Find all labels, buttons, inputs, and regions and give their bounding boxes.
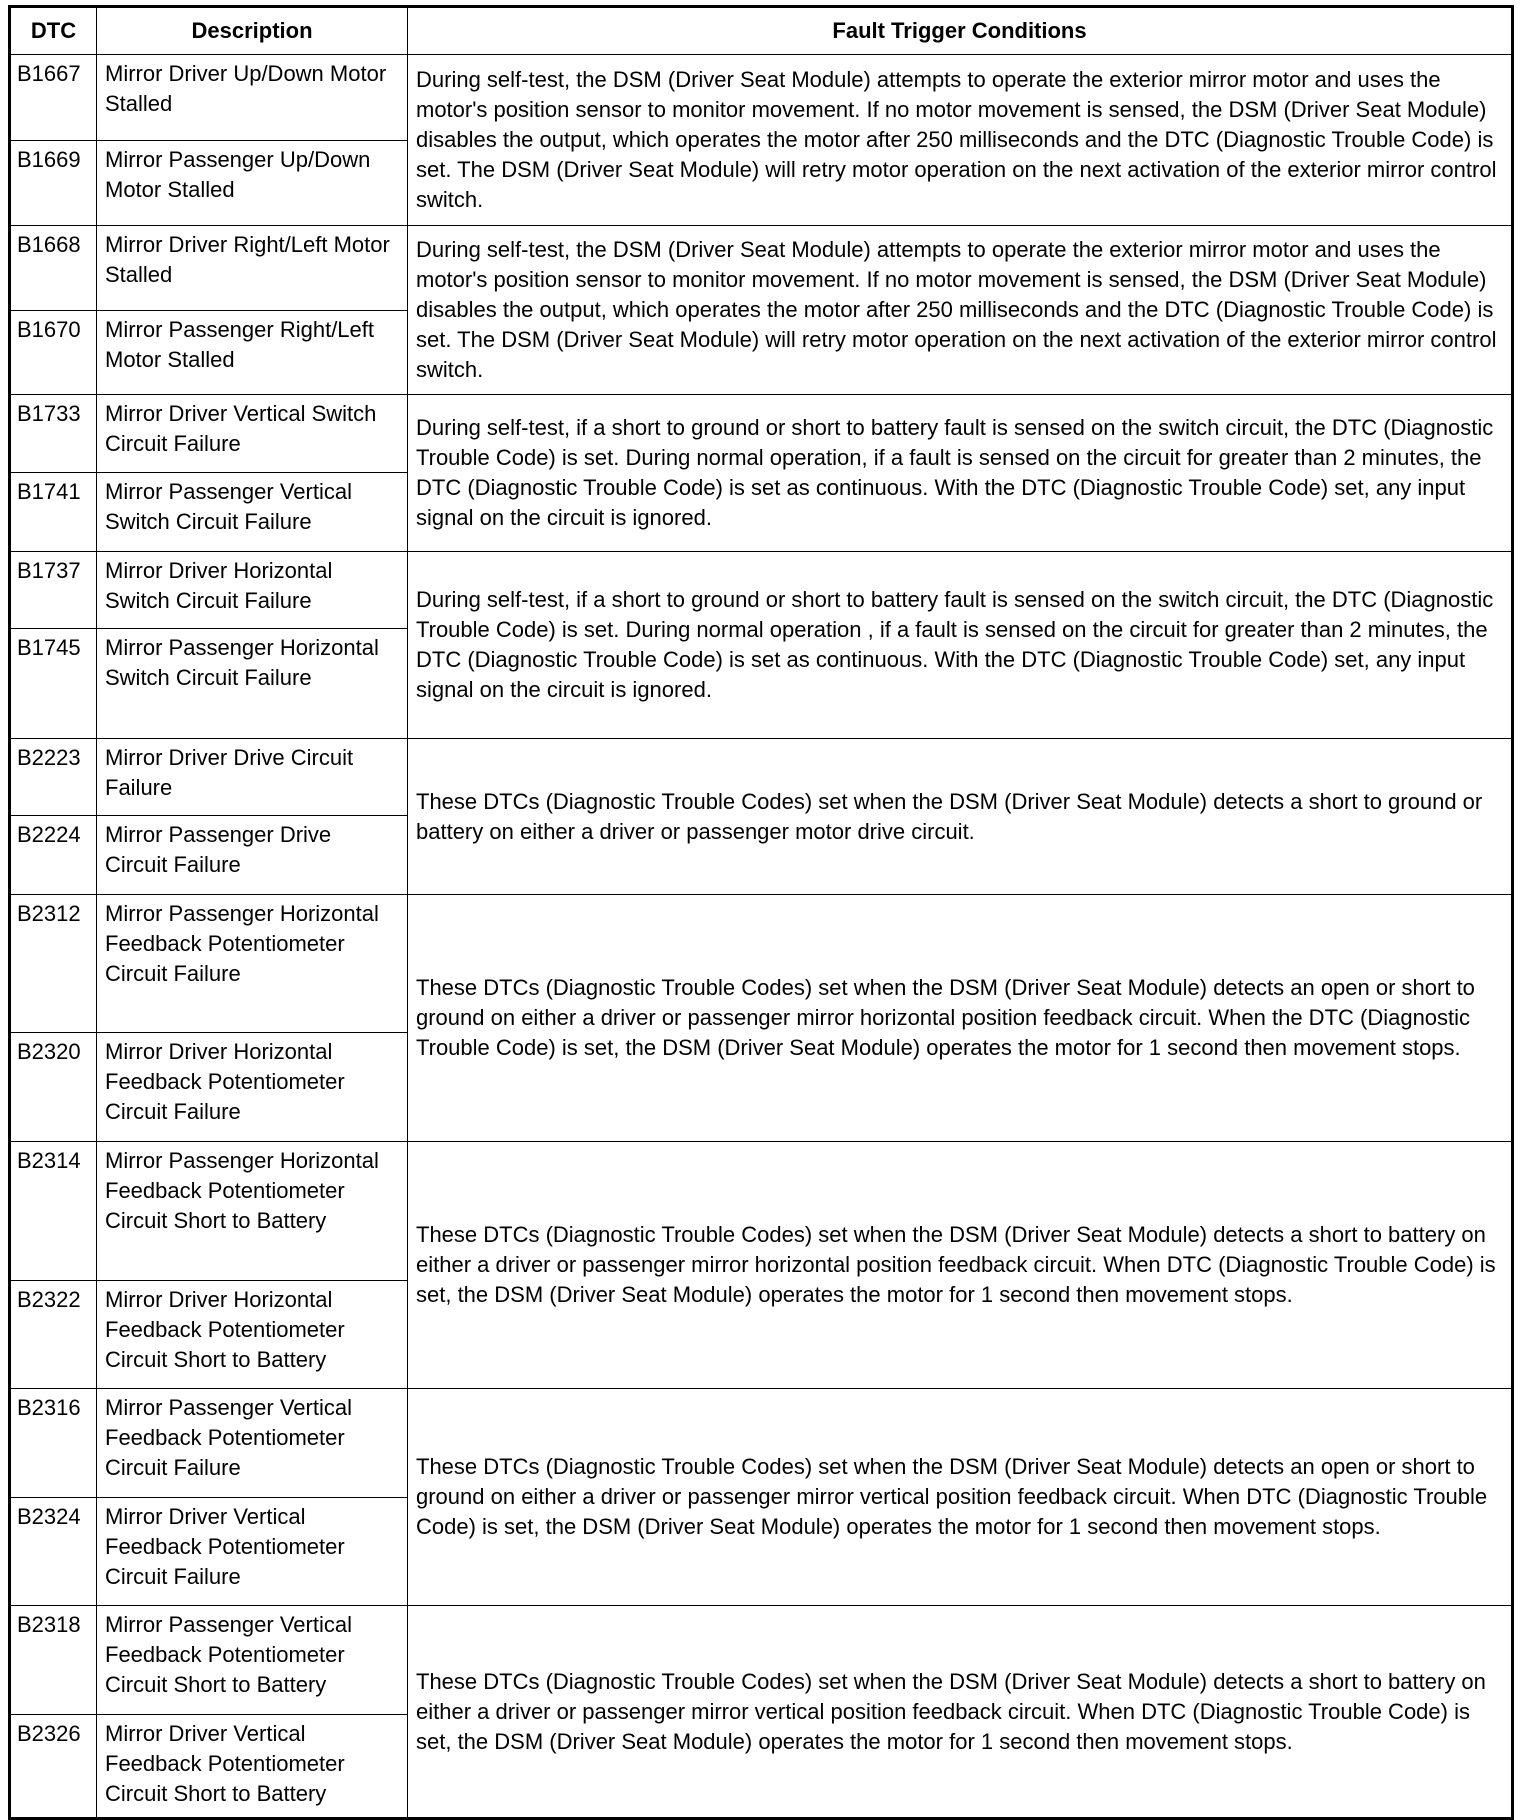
- table-row: [10, 1606, 1513, 1715]
- dtc-code: B1669: [10, 141, 97, 226]
- table-row: [10, 1389, 1513, 1498]
- fault-trigger-conditions: During self-test, the DSM (Driver Seat Module) attempts to operate the exterior mirror motor and uses the motor's position sensor to monitor movement. If no motor movement is sensed, the DSM (Driver Seat Module) disables the output, which operates the motor after 250 milliseconds and the DTC (Diagnostic Trouble Code) is set. The DSM (Driver Seat Module) will retry motor operation on the next activation of the exterior mirror control switch.: [408, 55, 1513, 226]
- dtc-code: B2312: [10, 895, 97, 1033]
- dtc-description: Mirror Driver Vertical Feedback Potentiometer Circuit Failure: [97, 1498, 408, 1606]
- dtc-description: Mirror Passenger Horizontal Switch Circuit Failure: [97, 629, 408, 739]
- dtc-description: Mirror Passenger Vertical Switch Circuit Failure: [97, 473, 408, 552]
- dtc-description: Mirror Passenger Vertical Feedback Potentiometer Circuit Short to Battery: [97, 1606, 408, 1715]
- dtc-code: B2223: [10, 739, 97, 816]
- dtc-code: B2316: [10, 1389, 97, 1498]
- table-row: [10, 55, 1513, 141]
- header-description: Description: [97, 7, 408, 55]
- dtc-table: [8, 5, 1514, 1820]
- fault-trigger-conditions: During self-test, if a short to ground or short to battery fault is sensed on the switch circuit, the DTC (Diagnostic Trouble Code) is set. During normal operation, if a fault is sensed on the circuit for greater than 2 minutes, the DTC (Diagnostic Trouble Code) is set as continuous. With the DTC (Diagnostic Trouble Code) set, any input signal on the circuit is ignored.: [408, 395, 1513, 552]
- dtc-description: Mirror Passenger Right/Left Motor Stalled: [97, 311, 408, 395]
- table-row: [10, 226, 1513, 311]
- dtc-description: Mirror Driver Vertical Feedback Potentiometer Circuit Short to Battery: [97, 1715, 408, 1819]
- dtc-code: B2224: [10, 816, 97, 895]
- dtc-description: Mirror Driver Drive Circuit Failure: [97, 739, 408, 816]
- dtc-code: B1745: [10, 629, 97, 739]
- table-row: [10, 552, 1513, 629]
- fault-trigger-conditions: These DTCs (Diagnostic Trouble Codes) set when the DSM (Driver Seat Module) detects a short to battery on either a driver or passenger mirror horizontal position feedback circuit. When DTC (Diagnostic Trouble Code) is set, the DSM (Driver Seat Module) operates the motor for 1 second then movement stops.: [408, 1142, 1513, 1389]
- dtc-code: B2320: [10, 1033, 97, 1142]
- dtc-code: B2324: [10, 1498, 97, 1606]
- dtc-code: B1668: [10, 226, 97, 311]
- dtc-description: Mirror Driver Horizontal Switch Circuit Failure: [97, 552, 408, 629]
- dtc-code: B2322: [10, 1281, 97, 1389]
- table-row: [10, 895, 1513, 1033]
- dtc-description: Mirror Passenger Horizontal Feedback Potentiometer Circuit Short to Battery: [97, 1142, 408, 1281]
- fault-trigger-conditions: These DTCs (Diagnostic Trouble Codes) set when the DSM (Driver Seat Module) detects a short to ground or battery on either a driver or passenger motor drive circuit.: [408, 739, 1513, 895]
- dtc-description: Mirror Driver Horizontal Feedback Potentiometer Circuit Failure: [97, 1033, 408, 1142]
- dtc-code: B1741: [10, 473, 97, 552]
- dtc-code: B2318: [10, 1606, 97, 1715]
- dtc-description: Mirror Passenger Vertical Feedback Potentiometer Circuit Failure: [97, 1389, 408, 1498]
- dtc-description: Mirror Driver Up/Down Motor Stalled: [97, 55, 408, 141]
- header-dtc: DTC: [10, 7, 97, 55]
- dtc-description: Mirror Passenger Drive Circuit Failure: [97, 816, 408, 895]
- dtc-code: B1733: [10, 395, 97, 473]
- dtc-code: B2326: [10, 1715, 97, 1819]
- dtc-description: Mirror Passenger Horizontal Feedback Potentiometer Circuit Failure: [97, 895, 408, 1033]
- dtc-code: B1670: [10, 311, 97, 395]
- dtc-description: Mirror Driver Horizontal Feedback Potentiometer Circuit Short to Battery: [97, 1281, 408, 1389]
- dtc-description: Mirror Passenger Up/Down Motor Stalled: [97, 141, 408, 226]
- dtc-code: B2314: [10, 1142, 97, 1281]
- fault-trigger-conditions: These DTCs (Diagnostic Trouble Codes) set when the DSM (Driver Seat Module) detects an open or short to ground on either a driver or passenger mirror vertical position feedback circuit. When DTC (Diagnostic Trouble Code) is set, the DSM (Driver Seat Module) operates the motor for 1 second then movement stops.: [408, 1389, 1513, 1606]
- header-conditions: Fault Trigger Conditions: [408, 7, 1513, 55]
- header-row: [10, 7, 1513, 55]
- table-row: [10, 1142, 1513, 1281]
- fault-trigger-conditions: During self-test, if a short to ground or short to battery fault is sensed on the switch circuit, the DTC (Diagnostic Trouble Code) is set. During normal operation , if a fault is sensed on the circuit for greater than 2 minutes, the DTC (Diagnostic Trouble Code) is set as continuous. With the DTC (Diagnostic Trouble Code) set, any input signal on the circuit is ignored.: [408, 552, 1513, 739]
- dtc-description: Mirror Driver Right/Left Motor Stalled: [97, 226, 408, 311]
- dtc-description: Mirror Driver Vertical Switch Circuit Failure: [97, 395, 408, 473]
- fault-trigger-conditions: These DTCs (Diagnostic Trouble Codes) set when the DSM (Driver Seat Module) detects an open or short to ground on either a driver or passenger mirror horizontal position feedback circuit. When the DTC (Diagnostic Trouble Code) is set, the DSM (Driver Seat Module) operates the motor for 1 second then movement stops.: [408, 895, 1513, 1142]
- fault-trigger-conditions: During self-test, the DSM (Driver Seat Module) attempts to operate the exterior mirror motor and uses the motor's position sensor to monitor movement. If no motor movement is sensed, the DSM (Driver Seat Module) disables the output, which operates the motor after 250 milliseconds and the DTC (Diagnostic Trouble Code) is set. The DSM (Driver Seat Module) will retry motor operation on the next activation of the exterior mirror control switch.: [408, 226, 1513, 395]
- dtc-code: B1737: [10, 552, 97, 629]
- table-row: [10, 739, 1513, 816]
- table-row: [10, 395, 1513, 473]
- fault-trigger-conditions: These DTCs (Diagnostic Trouble Codes) set when the DSM (Driver Seat Module) detects a short to battery on either a driver or passenger mirror vertical position feedback circuit. When DTC (Diagnostic Trouble Code) is set, the DSM (Driver Seat Module) operates the motor for 1 second then movement stops.: [408, 1606, 1513, 1819]
- dtc-code: B1667: [10, 55, 97, 141]
